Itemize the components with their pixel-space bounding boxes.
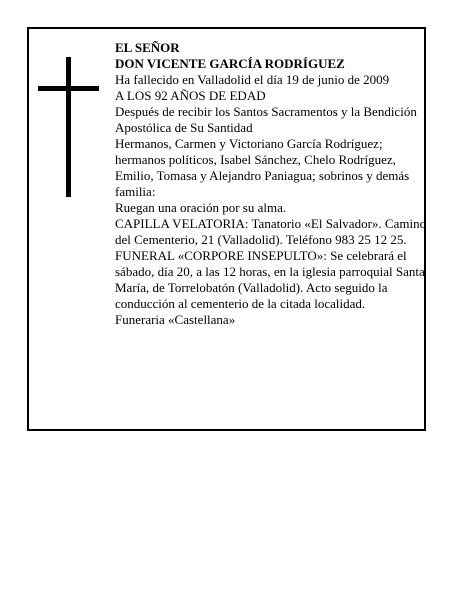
- title-line: EL SEÑOR: [115, 40, 180, 55]
- wake-line: CAPILLA VELATORIA: Tanatorio «El Salvador». Camino del Cementerio, 21 (Valladolid). Teléfono 983 25 12 25.: [115, 216, 427, 247]
- cross-horizontal-bar: [38, 86, 99, 91]
- prayer-line: Ruegan una oración por su alma.: [115, 200, 287, 215]
- deceased-name: DON VICENTE GARCÍA RODRÍGUEZ: [115, 56, 345, 71]
- obituary-notice: [27, 27, 426, 431]
- age-line: A LOS 92 AÑOS DE EDAD: [115, 88, 266, 103]
- funeral-line: FUNERAL «CORPORE INSEPULTO»: Se celebrará el sábado, día 20, a las 12 horas, en la iglesia parroquial Santa María, de Torrelobatón (Valladolid). Acto seguido la conducción al cementerio de la citada localidad.: [115, 248, 425, 311]
- notice-text: [115, 40, 427, 328]
- death-date-line: Ha fallecido en Valladolid el día 19 de junio de 2009: [115, 72, 390, 87]
- family-line: Hermanos, Carmen y Victoriano García Rodríguez; hermanos políticos, Isabel Sánchez, Chelo Rodríguez, Emilio, Tomasa y Alejandro Paniagua; sobrinos y demás familia:: [115, 136, 410, 199]
- sacraments-line: Después de recibir los Santos Sacramentos y la Bendición Apostólica de Su Santidad: [115, 104, 417, 135]
- cross-vertical-bar: [66, 57, 71, 197]
- funeral-home-line: Funeraria «Castellana»: [115, 312, 236, 327]
